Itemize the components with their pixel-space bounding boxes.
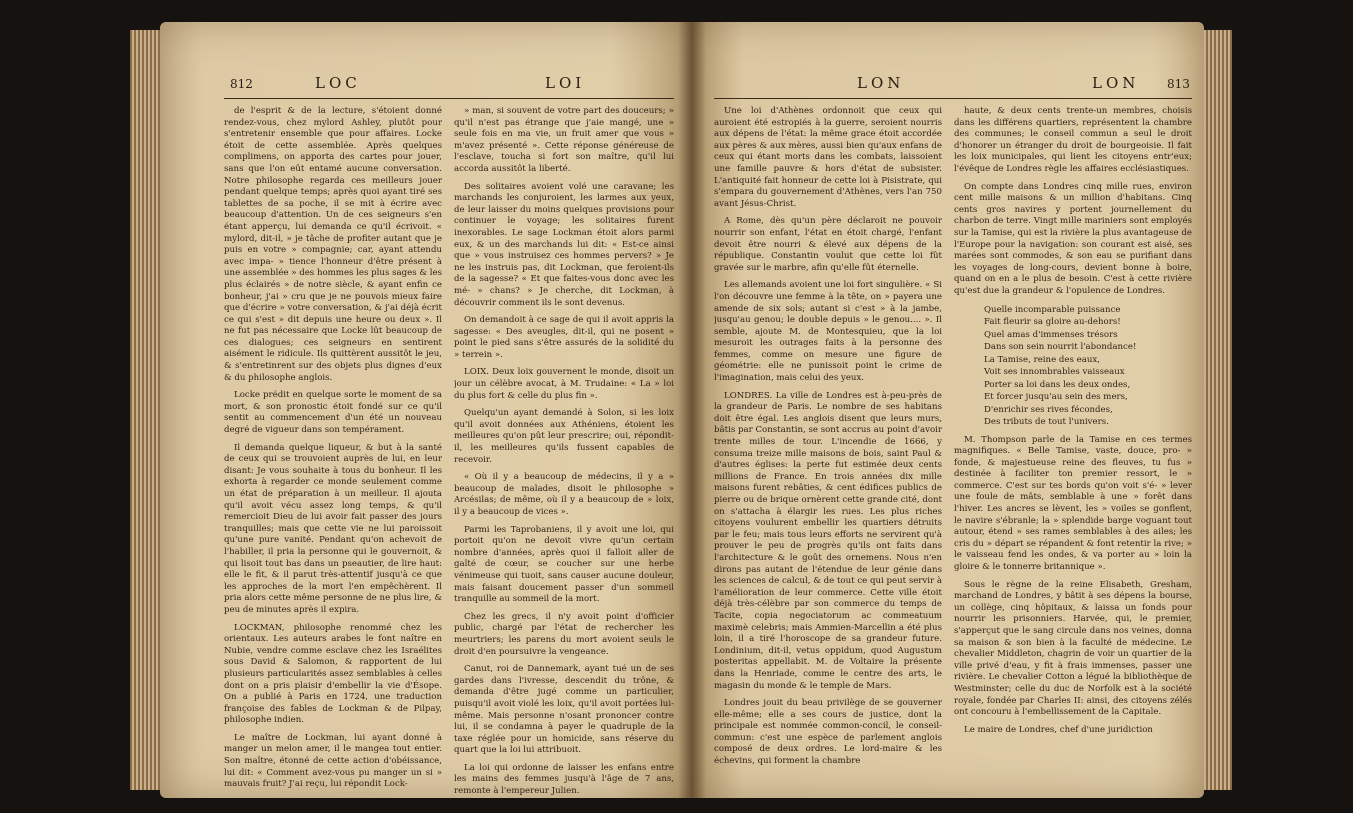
- header-rule: [224, 98, 674, 99]
- paragraph: Chez les grecs, il n'y avoit point d'officier public, chargé par l'état de rechercher les meurtriers; les parens du mort avoient seuls le droit d'en poursuivre la vengeance.: [454, 611, 674, 657]
- verse-line: Dans son sein nourrit l'abondance!: [984, 342, 1137, 352]
- paragraph: Sous le règne de la reine Elisabeth, Gresham, marchand de Londres, y bâtit à ses dépens la bourse, un collège, cinq hôpitaux, & laissa un fonds pour nourrir les prisonniers. Harvée, qui, le premier, s'apperçut que le sang circule dans nos veines, donna sa maison & son bien à la faculté de médecine. Le chevalier Middleton, chagrin de voir un quartier de la ville privé d'eau, y fit à frais immenses, passer une rivière. Le chevalier Cotton a légué la bibliothèque de Westminster; celle du duc de Norfolk est à la société royale, fondée par Charles II: ainsi, des citoyens zélés ont concouru à l'embellissement de la Capitale.: [954, 579, 1192, 718]
- verse-block: [984, 304, 1192, 429]
- left-page: [160, 22, 692, 798]
- paragraph: haute, & deux cents trente-un membres, choisis dans les différens quartiers, représentent la chambre des communes; le conseil commun a seul le droit d'honorer un étranger du droit de bourgeoisie. Il fait les loix municipales, qui lient les citoyens entr'eux; l'évêque de Londres règle les affaires ecclésiastiques.: [954, 106, 1192, 174]
- verse-line: Porter sa loi dans les deux ondes,: [984, 379, 1131, 390]
- paragraph: Locke prédit en quelque sorte le moment de sa mort, & son pronostic étoit fondé sur ce qu'il sentit au commencement d'un été un nouveau degré de vigueur dans son tempérament.: [224, 390, 442, 436]
- paragraph: Parmi les Taprobaniens, il y avoit une loi, qui portoit qu'on ne devoit vivre qu'un certain nombre d'années, après quoi il falloit aller de gaîté de cœur, se coucher sur une herbe vénimeuse qui tuoit, sans causer aucune douleur, mais faisant doucement passer d'un sommeil tranquille au sommeil de la mort.: [454, 524, 674, 605]
- paragraph: Le maître de Lockman, lui ayant donné à manger un melon amer, il le mangea tout entier. Son maître, étonné de cette action d'obéissance, lui dit: « Comment avez-vous pu manger un si » mauvais fruit? J'ai reçu, lui répondit Lock-: [224, 732, 442, 790]
- paragraph: Une loi d'Athènes ordonnoit que ceux qui auroient été estropiés à la guerre, seroient nourris aux dépens de l'état: la même grace étoit accordée aux pères & aux mères, aussi bien qu'aux enfans de ceux qui étant morts dans les combats, laissoient une famille pauvre & hors d'état de subsister. L'antiquité fait honneur de cette loi à Pisistrate, qui s'empara du gouvernement d'Athènes, vers l'an 750 avant Jésus-Christ.: [714, 106, 942, 209]
- verse-line: Et forcer jusqu'au sein des mers,: [984, 392, 1128, 402]
- paragraph: LONDRES. La ville de Londres est à-peu-près de la grandeur de Paris. Le nombre de ses habitans doit être égal. Les anglois disent que leurs murs, bâtis par Constantin, se sont accrus au point d'avoir trente milles de tour. L'incendie de 1666, y consuma treize mille maisons de bois, saint Paul & d'autres églises: la perte fut estimée deux cents millions de France. En trois années dix mille maisons furent rebâties, & cent édifices publics de pierre ou de brique ornèrent cette grande cité, dont on s'attacha à élargir les rues. Les plus riches citoyens voulurent embellir les quartiers détruits par le feu; mais tous leurs efforts ne servirent qu'à prouver le peu de progrès qu'ils ont faits dans l'architecture & le goût des ornemens. Nous n'en dirons pas autant de l'étendue de leur génie dans les sciences de calcul, & de tout ce qui peut servir à l'amélioration de leur commerce. Cette ville étoit déjà très-célèbre par son commerce du temps de Tacite, copia negociatorum ac commeatuum maximè celebris; mais Ammien-Marcellin a été plus loin, il a tiré l'horoscope de sa grandeur future. Londinium, dit-il, vetus oppidum, quod Augustum posteritas appellabit. M. de Voltaire la présente dans la Henriade, comme le centre des arts, le magasin du monde & le temple de Mars.: [714, 390, 942, 691]
- verse-line: D'enrichir ses rives fécondes,: [984, 404, 1113, 415]
- paragraph: Le maire de Londres, chef d'une juridiction: [964, 724, 1153, 735]
- paragraph: Canut, roi de Dannemark, ayant tué un de ses gardes dans l'ivresse, descendit du trône, & demanda d'être jugé comme un particulier, puisqu'il avoit violé les loix, qu'il avoit portées lui-même. Mais personne n'osant prononcer contre lui, il se condamna à payer le quadruple de la taxe réglée pour un homicide, sans réserve du quart que la loi lui attribuoit.: [454, 664, 674, 756]
- paragraph: » man, si souvent de votre part des douceurs; » qu'il n'est pas étrange que j'aie mangé, une » seule fois en ma vie, un fruit amer que vous » m'avez présenté ». Cette réponse généreuse de l'esclave, toucha si fort son maître, qu'il lui accorda aussitôt la liberté.: [454, 106, 674, 174]
- page-edges-left: [130, 30, 160, 790]
- paragraph: Quelqu'un ayant demandé à Solon, si les loix qu'il avoit données aux Athéniens, étoient les meilleures qu'on pût leur prescrire; oui, répondit-il, les meilleures qu'ils fussent capables de recevoir.: [454, 408, 674, 465]
- paragraph: LOIX. Deux loix gouvernent le monde, disoit un jour un célèbre avocat, à M. Trudaine: « La » loi du plus fort & celle du plus fin ».: [454, 367, 674, 401]
- paragraph: de l'esprit & de la lecture, s'étoient donné rendez-vous, chez mylord Ashley, plutôt pour s'entretenir ensemble que pour affaires. Locke étoit de cette assemblée. Après quelques complimens, on apporta des cartes pour jouer, sans que l'on eût entamé aucune conversation. Notre philosophe regarda ces meilleurs jouer pendant quelque temps; après quoi ayant tiré ses tablettes de sa poche, il se mit à écrire avec beaucoup d'attention. Un de ces seigneurs s'en étant apperçu, lui demanda ce qu'il écrivoit. « mylord, dit-il, » je tâche de profiter autant que je puis en votre » compagnie; car, ayant attendu avec impa- » tience l'honneur d'être présent à une assemblée » des hommes les plus sages & les plus éclairés » de notre siècle, & ayant enfin ce bonheur, j'ai » cru que je ne pouvois mieux faire que d'écrire » votre conversation, & j'ai déjà écrit ce qui s'est » dit depuis une heure ou deux ». Il ne fut pas nécessaire que Locke lût beaucoup de ces dialogues; ces seigneurs en sentirent aisément le ridicule. Ils quittèrent aussitôt le jeu, & s'entretinrent sur des objets plus dignes d'eux & du philosophe anglois.: [224, 106, 442, 383]
- right-page: [692, 22, 1204, 798]
- page-edges-right: [1204, 30, 1232, 790]
- verse-line: La Tamise, reine des eaux,: [984, 354, 1100, 365]
- paragraph: Londres jouit du beau privilège de se gouverner elle-même; elle a ses cours de justice, dont la principale est nommée common-concil, le conseil-commun: c'est une espèce de parlement anglois composé de deux ordres. Le lord-maire & les échevins, qui forment la chambre: [714, 698, 942, 767]
- paragraph: On demandoit à ce sage de qui il avoit appris la sagesse: « Des aveugles, dit-il, qui ne posent » point le pied sans s'être assurés de la solidité du » terrein ».: [454, 315, 674, 360]
- paragraph: On compte dans Londres cinq mille rues, environ cent mille maisons & un million d'habitans. Cinq cents gros navires y portent journellement du charbon de terre. Vingt mille mariniers sont employés sur la Tamise, qui est la rivière la plus avantageuse de l'Europe pour la navigation: son courant est aisé, ses marées sont commodes, & son eau se purifiant dans les voyages de long-cours, devient bonne à boire, quand on en a le plus de besoin. C'est à cette rivière qu'est due la grandeur & l'opulence de Londres.: [954, 181, 1192, 296]
- left-column-2: [454, 106, 674, 798]
- paragraph: Les allemands avoient une loi fort singulière. « Si l'on découvre une femme à la tête, on » payera une amende de six sols; autant si c'est » à la jambe, jusqu'au genou; le double depuis » le genou.... ». Il semble, ajoute M. de Montesquieu, que la loi mesuroit les outrages faits à la personne des femmes, comme on mesure une figure de géométrie: elle ne punissoit point le crime de l'imagination, mais celui des yeux.: [714, 280, 942, 384]
- header-rule: [714, 98, 1192, 99]
- left-page-number: 812: [230, 77, 253, 91]
- right-column-1: [714, 106, 942, 798]
- verse-line: Voit ses innombrables vaisseaux: [984, 367, 1125, 377]
- paragraph: LOCKMAN, philosophe renommé chez les orientaux. Les auteurs arabes le font naître en Nubie, vendre comme esclave chez les Israélites sous David & Salomon, & rapportent de lui plusieurs particularités assez semblables à celles dont on a pris plaisir d'embellir la vie d'Ésope. On a publié à Paris en 1724, une traduction françoise des fables de Lockman & de Pilpay, philosophe indien.: [224, 622, 442, 726]
- verse-line: Des tributs de tout l'univers.: [984, 417, 1109, 427]
- paragraph: Des solitaires avoient volé une caravane; les marchands les conjuroient, les larmes aux yeux, de leur laisser du moins quelques provisions pour continuer le voyage; les solitaires furent inexorables. Le sage Lockman étoit alors parmi eux, & un des marchands lui dit: « Est-ce ainsi que » vous instruisez ces hommes pervers? » Je ne les instruis pas, dit Lockman, que feroient-ils de la sagesse? « Et que faites-vous donc avec les mé- » chans? » Je cherche, dit Lockman, à découvrir comment ils le sont devenus.: [454, 181, 674, 308]
- paragraph: « Où il y a beaucoup de médecins, il y a » beaucoup de malades, disoit le philosophe » Arcésilas; de même, où il y a beaucoup de » loix, il y a beaucoup de vices ».: [454, 472, 674, 517]
- paragraph: M. Thompson parle de la Tamise en ces termes magnifiques. « Belle Tamise, vaste, douce, pro- » fonde, & majestueuse reine des fleuves, tu fus » destinée à faciliter ton premier ressort, le » commerce. C'est sur tes bords qu'on voit s'é- » lever une foule de mâts, semblable à une » forêt dans l'hiver. Les ancres se lèvent, les » voiles se gonflent, le navire s'ébranle; la » splendide barge voguant tout autour, étend » ses rames semblables à des ailes; les cris du » départ se répandent & font retentir la rive; » le vaisseau fend les ondes, & va porter au » loin la gloire & le tonnerre britannique ».: [954, 434, 1192, 573]
- right-column-2: [954, 106, 1192, 798]
- right-running-head: LON: [857, 74, 905, 92]
- verse-line: Quelle incomparable puissance: [984, 304, 1121, 315]
- left-running-head-2: LOI: [545, 74, 586, 92]
- verse-line: Quel amas d'immenses trésors: [984, 329, 1118, 340]
- paragraph: La loi qui ordonne de laisser les enfans entre les mains des femmes jusqu'à l'âge de 7 ans, remonte à l'empereur Julien.: [454, 762, 674, 797]
- right-running-head-2: LON: [1092, 74, 1140, 92]
- left-column-1: [224, 106, 442, 798]
- left-running-head: LOC: [315, 74, 361, 92]
- right-page-number: 813: [1167, 77, 1190, 91]
- paragraph: Il demanda quelque liqueur, & but à la santé de ceux qui se trouvoient auprès de lui, en leur disant: Je vous souhaite à tous du bonheur. Il les exhorta à regarder ce monde seulement comme un état de préparation à un meilleur. Il ajouta qu'il avoit vécu assez long temps, & qu'il remercioit Dieu de lui avoir fait passer des jours tranquilles; mais que cette vie ne lui paroissoit qu'une pure vanité. Pendant qu'on achevoit de l'habiller, il pria la personne qui le gouvernoit, & qui lisoit tout bas dans un pseautier, de lire haut: elle le fit, & il parut très-attentif jusqu'à ce que les approches de la mort l'en empêchèrent. Il pria alors cette même personne de ne plus lire, & peu de minutes après il expira.: [224, 442, 442, 615]
- paragraph: A Rome, dès qu'un père déclaroit ne pouvoir nourrir son enfant, l'état en étoit chargé, l'enfant devoit être nourri & élevé aux dépens de la république. Constantin voulut que cette loi fût gravée sur le marbre, afin qu'elle fût éternelle.: [714, 216, 942, 273]
- verse-line: Fait fleurir sa gloire au-dehors!: [984, 317, 1121, 327]
- book-gutter: [678, 22, 706, 798]
